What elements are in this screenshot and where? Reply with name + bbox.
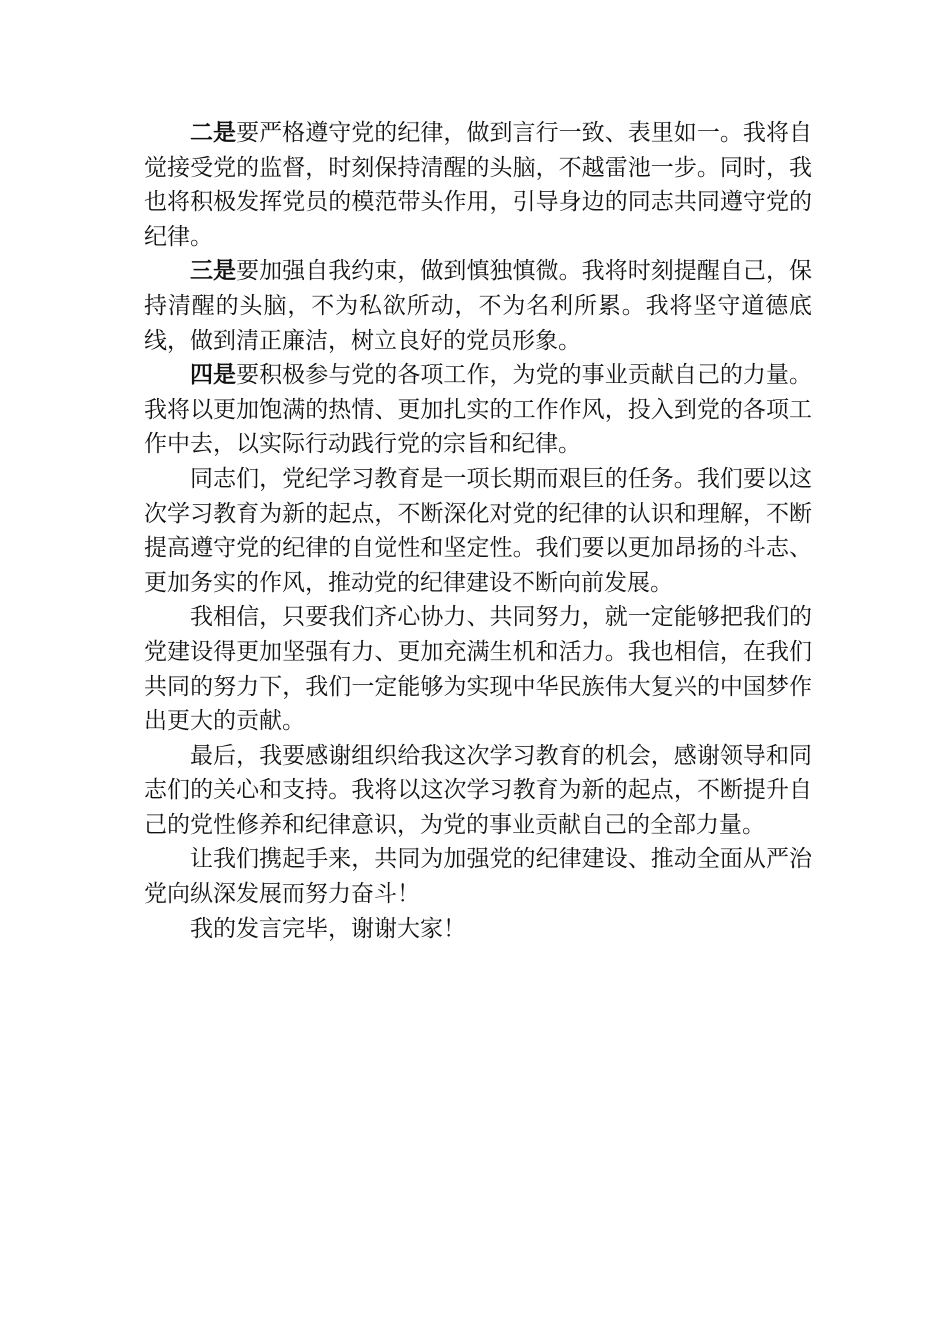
paragraph-text: 要严格遵守党的纪律，做到言行一致、表里如一。我将自觉接受党的监督，时刻保持清醒的头脑，不越雷池一步。同时，我也将积极发挥党员的模范带头作用，引导身边的同志共同遵守党的纪律。 <box>144 120 813 250</box>
paragraph-belief <box>144 600 812 738</box>
paragraph-text: 同志们，党纪学习教育是一项长期而艰巨的任务。我们要以这次学习教育为新的起点，不断深化对党的纪律的认识和理解，不断提高遵守党的纪律的自觉性和坚定性。我们要以更加昂扬的斗志、更加务实的作风，推动党的纪律建设不断向前发展。 <box>144 465 812 596</box>
paragraph-point-four <box>144 358 812 462</box>
paragraph-lead: 三是 <box>190 258 237 285</box>
paragraph-closing <box>144 912 812 947</box>
paragraph-text: 要积极参与党的各项工作，为党的事业贡献自己的力量。我将以更加饱满的热情、更加扎实的工作作风，投入到党的各项工作中去，以实际行动践行党的宗旨和纪律。 <box>144 362 813 458</box>
paragraph-comrades <box>144 462 812 600</box>
paragraph-text: 要加强自我约束，做到慎独慎微。我将时刻提醒自己，保持清醒的头脑，不为私欲所动，不为名利所累。我将坚守道德底线，做到清正廉洁，树立良好的党员形象。 <box>144 258 813 354</box>
paragraph-point-three <box>144 254 812 358</box>
paragraph-text: 最后，我要感谢组织给我这次学习教育的机会，感谢领导和同志们的关心和支持。我将以这次学习教育为新的起点，不断提升自己的党性修养和纪律意识，为党的事业贡献自己的全部力量。 <box>144 742 812 838</box>
paragraph-text: 让我们携起手来，共同为加强党的纪律建设、推动全面从严治党向纵深发展而努力奋斗！ <box>144 846 812 908</box>
paragraph-lead: 四是 <box>190 362 237 389</box>
paragraph-call-to-action <box>144 842 812 911</box>
paragraph-text: 我相信，只要我们齐心协力、共同努力，就一定能够把我们的党建设得更加坚强有力、更加充满生机和活力。我也相信，在我们共同的努力下，我们一定能够为实现中华民族伟大复兴的中国梦作出更大的贡献。 <box>144 604 812 735</box>
paragraph-text: 我的发言完毕，谢谢大家！ <box>190 915 466 942</box>
paragraph-thanks <box>144 739 812 843</box>
document-page <box>144 116 812 946</box>
paragraph-lead: 二是 <box>190 120 237 146</box>
paragraph-point-two <box>144 116 812 254</box>
